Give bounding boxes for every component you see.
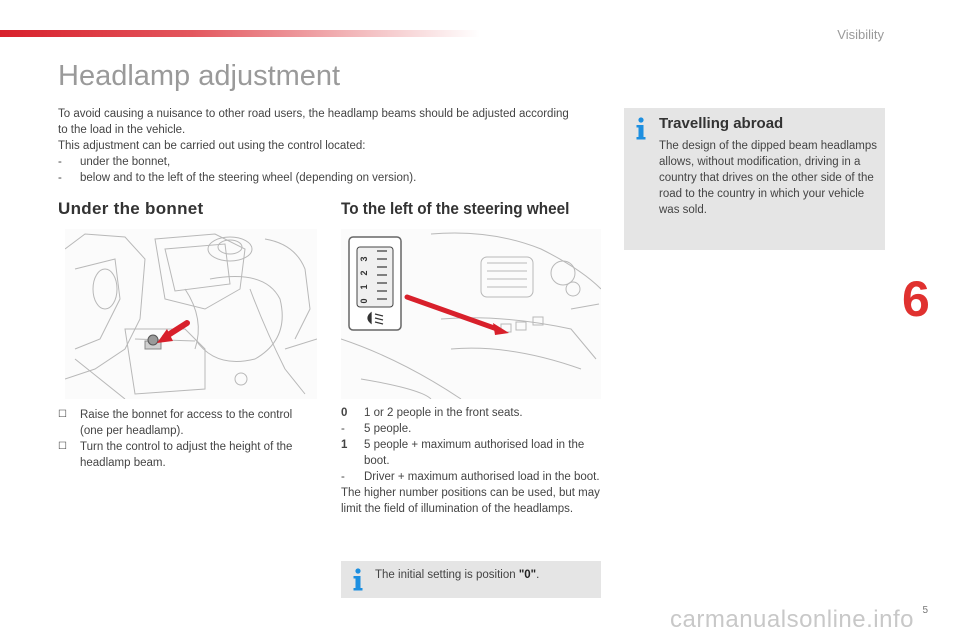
position-text: Driver + maximum authorised load in the boot. xyxy=(364,471,600,483)
sidebar-heading: Travelling abroad xyxy=(659,115,784,132)
watermark: carmanualsonline.info xyxy=(670,606,914,633)
notice-value: "0" xyxy=(518,569,537,581)
intro-item xyxy=(58,154,578,170)
thumbwheel-inset xyxy=(349,237,401,330)
page-number: 5 xyxy=(922,605,928,616)
dash-mark: - xyxy=(58,156,62,168)
step-item xyxy=(58,439,318,471)
position-text: 5 people + maximum authorised load in the boot. xyxy=(364,439,585,467)
bonnet-steps xyxy=(58,407,318,471)
dash-mark: - xyxy=(58,172,62,184)
engine-bay-illustration xyxy=(65,229,317,399)
position-list xyxy=(341,405,603,517)
switch-label-3: 0 xyxy=(359,298,369,304)
header-accent-bar xyxy=(0,30,480,37)
page-title: Headlamp adjustment xyxy=(58,60,341,92)
chapter-number: 6 xyxy=(902,271,930,327)
intro-item-text: below and to the left of the steering wheel (depending on version). xyxy=(80,172,417,184)
position-key: - xyxy=(341,471,345,483)
notice-suffix: . xyxy=(536,569,540,581)
info-icon xyxy=(351,567,365,591)
checkbox-bullet-icon: ☐ xyxy=(58,441,67,452)
travelling-abroad-box xyxy=(624,108,885,250)
dashboard-control-illustration xyxy=(341,229,601,399)
intro-line-1: To avoid causing a nuisance to other road users, the headlamp beams should be adjusted according to the load in the vehicle. xyxy=(58,108,569,136)
intro-line-2: This adjustment can be carried out using the control located: xyxy=(58,140,366,152)
position-row xyxy=(341,421,603,437)
step-text: Raise the bonnet for access to the control (one per headlamp). xyxy=(80,409,293,437)
intro-item-text: under the bonnet, xyxy=(80,156,171,168)
position-key: 0 xyxy=(341,407,348,419)
position-row xyxy=(341,469,603,485)
section-name: Visibility xyxy=(837,27,884,42)
intro-item xyxy=(58,170,578,186)
switch-label-2: 1 xyxy=(359,284,369,290)
notice-prefix: The initial setting is position xyxy=(375,569,519,581)
step-item xyxy=(58,407,318,439)
heading-under-bonnet: Under the bonnet xyxy=(58,199,204,218)
step-text: Turn the control to adjust the height of the headlamp beam. xyxy=(80,441,293,469)
intro-text xyxy=(58,106,578,186)
position-row xyxy=(341,405,603,421)
position-row xyxy=(341,437,603,469)
info-icon xyxy=(634,116,648,140)
position-key: - xyxy=(341,423,345,435)
position-text: 5 people. xyxy=(364,423,412,435)
heading-steering-wheel: To the left of the steering wheel xyxy=(341,199,570,218)
notice-text xyxy=(375,569,539,581)
switch-label-1: 2 xyxy=(359,270,369,276)
initial-setting-notice xyxy=(341,561,601,598)
position-key: 1 xyxy=(341,439,348,451)
position-text: 1 or 2 people in the front seats. xyxy=(364,407,523,419)
sidebar-body: The design of the dipped beam headlamps allows, without modification, driving in a country that drives on the other side of the road to the country in which your vehicle was sold. xyxy=(659,140,878,216)
switch-label-0: 3 xyxy=(359,256,369,262)
checkbox-bullet-icon: ☐ xyxy=(58,409,67,420)
position-note: The higher number positions can be used, but may limit the field of illumination of the headlamps. xyxy=(341,487,600,515)
